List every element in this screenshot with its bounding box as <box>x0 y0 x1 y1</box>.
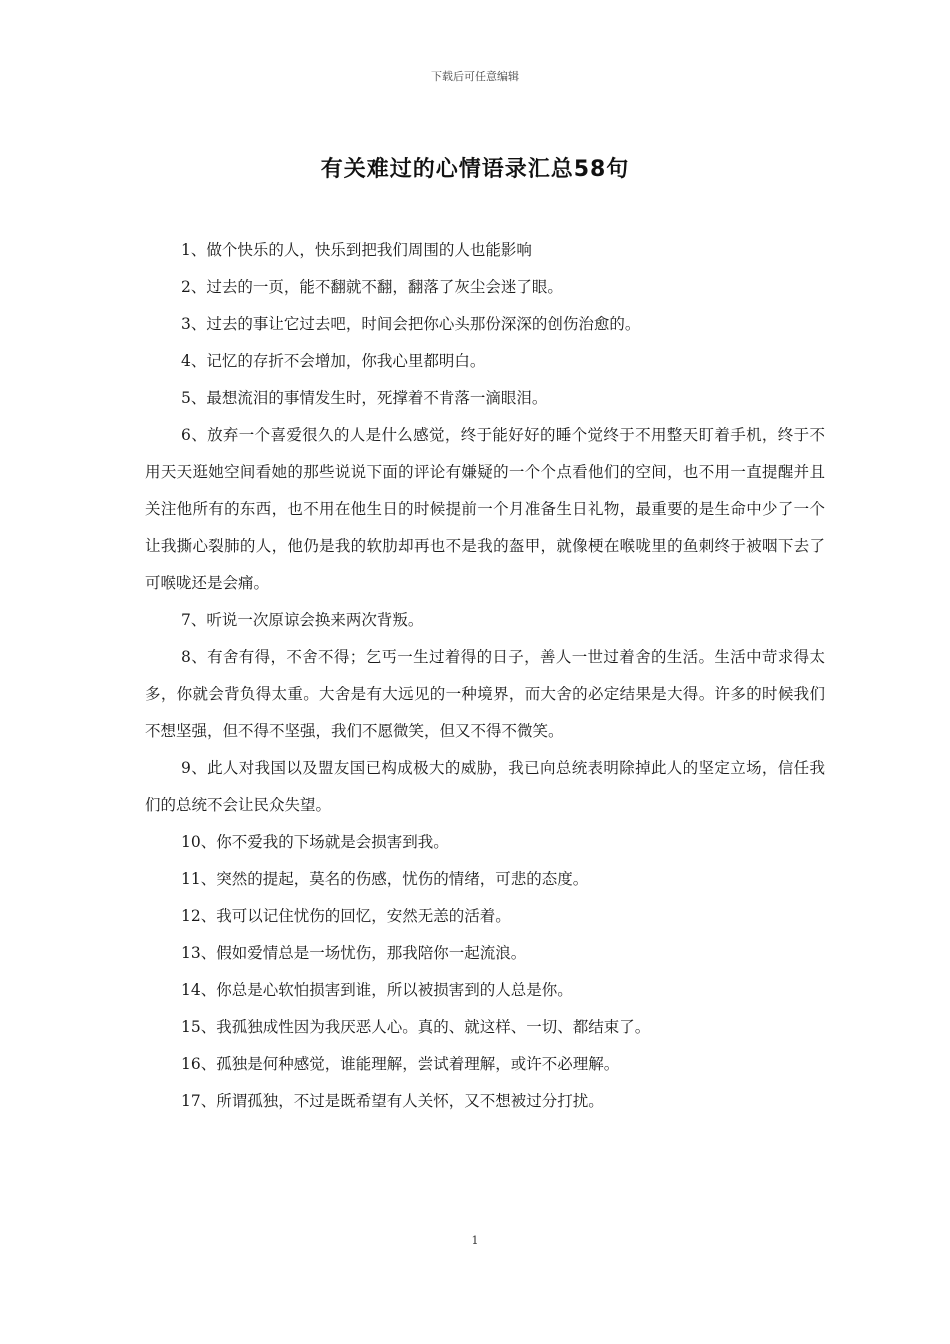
document-body <box>145 232 825 1120</box>
paragraph: 11、突然的提起，莫名的伤感，忧伤的情绪，可悲的态度。 <box>181 870 589 888</box>
paragraph: 8、有舍有得，不舍不得；乞丐一生过着得的日子，善人一世过着舍的生活。生活中苛求得太多，你就会背负得太重。大舍是有大远见的一种境界，而大舍的必定结果是大得。许多的时候我们不想坚强，但不得不坚强，我们不愿微笑，但又不得不微笑。 <box>145 648 825 740</box>
page-header: 下载后可任意编辑 <box>431 70 519 83</box>
paragraph: 15、我孤独成性因为我厌恶人心。真的、就这样、一切、都结束了。 <box>181 1018 651 1036</box>
paragraph: 7、听说一次原谅会换来两次背叛。 <box>181 611 424 629</box>
paragraph: 1、做个快乐的人，快乐到把我们周围的人也能影响 <box>181 241 532 259</box>
page-number: 1 <box>471 1234 479 1247</box>
paragraph: 17、所谓孤独，不过是既希望有人关怀，又不想被过分打扰。 <box>181 1092 604 1110</box>
paragraph: 14、你总是心软怕损害到谁，所以被损害到的人总是你。 <box>181 981 573 999</box>
paragraph: 2、过去的一页，能不翻就不翻，翻落了灰尘会迷了眼。 <box>181 278 563 296</box>
paragraph: 16、孤独是何种感觉，谁能理解，尝试着理解，或许不必理解。 <box>181 1055 620 1073</box>
paragraph: 10、你不爱我的下场就是会损害到我。 <box>181 833 449 851</box>
document-title: 有关难过的心情语录汇总58句 <box>320 157 630 182</box>
paragraph: 5、最想流泪的事情发生时，死撑着不肯落一滴眼泪。 <box>181 389 548 407</box>
paragraph: 9、此人对我国以及盟友国已构成极大的威胁，我已向总统表明除掉此人的坚定立场，信任我们的总统不会让民众失望。 <box>145 759 825 814</box>
paragraph: 12、我可以记住忧伤的回忆，安然无恙的活着。 <box>181 907 511 925</box>
paragraph: 13、假如爱情总是一场忧伤，那我陪你一起流浪。 <box>181 944 527 962</box>
paragraph: 6、放弃一个喜爱很久的人是什么感觉，终于能好好的睡个觉终于不用整天盯着手机，终于不用天天逛她空间看她的那些说说下面的评论有嫌疑的一个个点看他们的空间，也不用一直提醒并且关注他所有的东西，也不用在他生日的时候提前一个月准备生日礼物，最重要的是生命中少了一个让我撕心裂肺的人，他仍是我的软肋却再也不是我的盔甲，就像梗在喉咙里的鱼刺终于被咽下去了可喉咙还是会痛。 <box>145 426 825 592</box>
paragraph: 3、过去的事让它过去吧，时间会把你心头那份深深的创伤治愈的。 <box>181 315 641 333</box>
paragraph: 4、记忆的存折不会增加，你我心里都明白。 <box>181 352 486 370</box>
